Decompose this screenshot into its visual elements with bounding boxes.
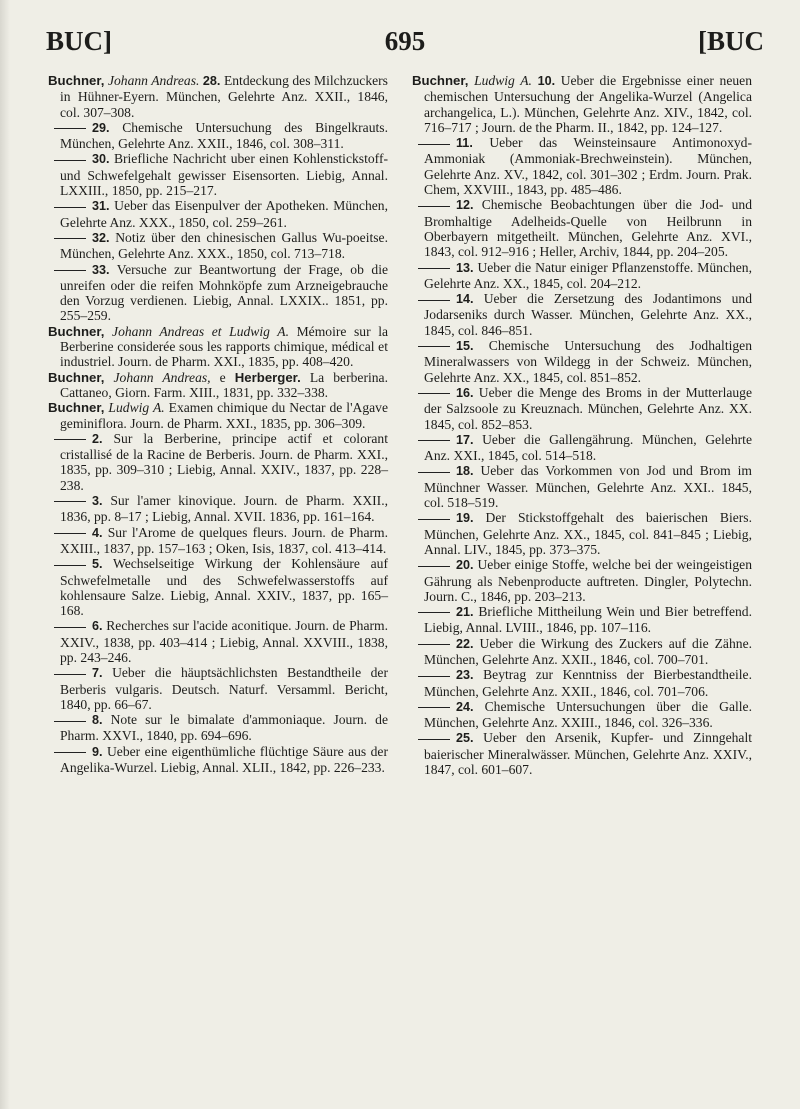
- entry-text: Recherches sur l'acide aconitique. Journ. de Pharm. XXIV., 1838, pp. 403–414 ; Liebig, Annal. XXVIII., 1838, pp. 243–246.: [60, 618, 388, 665]
- entry-text: Versuche zur Beantwortung der Frage, ob die unreifen oder die reifen Mohnköpfe zum Arzneigebrauche den Vorzug verdienen. Liebig, Annal. LXXIX.. 1851, pp. 255–259.: [60, 261, 388, 324]
- entry-number: 29.: [92, 120, 110, 135]
- entry-number: 11.: [456, 136, 473, 151]
- entry-number: 10.: [537, 74, 556, 88]
- ditto-dash: [54, 627, 86, 628]
- left-column: [48, 73, 388, 775]
- ditto-dash: [54, 207, 86, 208]
- entry-number: 2.: [92, 431, 103, 446]
- bibliography-entry: [412, 385, 752, 432]
- entry-text: Briefliche Nachricht uber einen Kohlenstickstoff- und Schwefelgehalt gewisser Eisensorten. Liebig, Annal. LXXIII., 1850, pp. 215–217.: [60, 151, 388, 199]
- ditto-dash: [54, 238, 86, 239]
- bibliography-entry: [412, 730, 752, 777]
- entry-text: Sur l'amer kinovique. Journ. de Pharm. XXII., 1836, pp. 8–17 ; Liebig, Annal. XVII. 1836, pp. 161–164.: [60, 493, 388, 525]
- author-surname: Buchner,: [412, 73, 469, 88]
- entry-number: 20.: [456, 558, 474, 573]
- bibliography-entry: [412, 135, 752, 197]
- entry-number: 7.: [92, 666, 103, 681]
- bibliography-entry: [412, 338, 752, 385]
- ditto-dash: [418, 393, 450, 394]
- entry-text: Ueber die Ergebnisse einer neuen chemischen Untersuchung der Angelika-Wurzel (Angelica archangelica, L.). München, Gelehrte Anz. XIV., 1842, col. 716–717 ; Journ. de the Pharm. II., 1842, pp. 124–127.: [424, 73, 753, 135]
- ditto-dash: [418, 206, 450, 207]
- conjunction: e: [219, 369, 226, 385]
- entry-number: 30.: [92, 152, 110, 167]
- entry-text: Briefliche Mittheilung Wein und Bier betreffend. Liebig, Annal. LVIII., 1846, pp. 107–116.: [424, 604, 752, 636]
- bibliography-entry: [412, 432, 752, 464]
- bibliography-entry: [48, 198, 388, 230]
- bibliography-entry: [48, 493, 388, 525]
- bibliography-entry: [48, 556, 388, 618]
- ditto-dash: [54, 160, 86, 161]
- entry-text: La berberina. Cattaneo, Giorn. Farm. XIII., 1831, pp. 332–338.: [60, 369, 388, 400]
- entry-text: Ueber die Zersetzung des Jodantimons und Jodarseniks durch Wasser. München, Gelehrte Anz. XX., 1845, col. 846–851.: [424, 291, 752, 338]
- bibliography-entry: [48, 400, 388, 431]
- ditto-dash: [418, 519, 450, 520]
- bibliography-entry: [48, 262, 388, 324]
- author-forename: Johann Andreas et Ludwig A.: [112, 323, 289, 339]
- bibliography-entry: [48, 151, 388, 198]
- bibliography-entry: [48, 120, 388, 152]
- page-edge-shadow: [0, 0, 10, 1109]
- bibliography-entry: [412, 557, 752, 604]
- ditto-dash: [418, 346, 450, 347]
- ditto-dash: [418, 739, 450, 740]
- entry-number: 19.: [456, 511, 474, 526]
- ditto-dash: [54, 270, 86, 271]
- bibliography-entry: [48, 525, 388, 557]
- ditto-dash: [418, 440, 450, 441]
- entry-text: Note sur le bimalate d'ammoniaque. Journ. de Pharm. XXVI., 1840, pp. 694–696.: [60, 712, 388, 744]
- author-surname: Buchner,: [48, 73, 105, 88]
- entry-text: Sur la Berberine, principe actif et colorant cristallisé de la Racine de Berberis. Journ. de Pharm. XXI., 1835, pp. 309–310 ; Liebig, Annal. XXIV., 1837, pp. 228–238.: [60, 430, 388, 493]
- coauthor-surname: Herberger.: [234, 369, 301, 385]
- entry-number: 17.: [456, 432, 474, 447]
- bibliography-entry: [412, 197, 752, 259]
- bibliography-entry: [412, 463, 752, 510]
- bibliography-entry: [412, 667, 752, 699]
- entry-number: 14.: [456, 292, 474, 307]
- author-surname: Buchner,: [48, 323, 105, 339]
- entry-number: 5.: [92, 557, 103, 572]
- entry-number: 25.: [456, 731, 474, 746]
- entry-text: Chemische Beobachtungen über die Jod- und Bromhaltige Adelheids-Quelle von Heilbrunn in Oberbayern mitgetheilt. München, Gelehrte Anz. XVI., 1843, col. 912–916 ; Heller, Archiv, 1844, pp. 204–205.: [424, 197, 753, 260]
- entry-text: Mémoire sur la Berberine considerée sous les rapports chimique, médical et industriel. Journ. de Pharm. XXI., 1835, pp. 408–420.: [60, 323, 389, 370]
- ditto-dash: [54, 439, 86, 440]
- ditto-dash: [418, 566, 450, 567]
- bibliography-entry: [412, 510, 752, 557]
- entry-number: 24.: [456, 699, 474, 714]
- entry-number: 6.: [92, 619, 103, 634]
- entry-text: Wechselseitige Wirkung der Kohlensäure auf Schwefelmetalle und des Schwefelwasserstoffs auf kohlensaure Salze. Liebig, Annal. XXIV., 1837, pp. 165–168.: [60, 556, 389, 619]
- bibliography-entry: [48, 431, 388, 493]
- entry-text: Ueber die Wirkung des Zuckers auf die Zähne. München, Gelehrte Anz. XXII., 1846, col. 700–701.: [424, 635, 752, 667]
- entry-number: 8.: [92, 713, 103, 728]
- ditto-dash: [418, 268, 450, 269]
- ditto-dash: [54, 752, 86, 753]
- header-right-guide: [BUC: [698, 26, 764, 56]
- entry-text: Notiz über den chinesischen Gallus Wu-poeitse. München, Gelehrte Anz. XXX., 1850, col. 713–718.: [60, 229, 388, 262]
- entry-number: 13.: [456, 260, 474, 275]
- entry-text: Entdeckung des Milchzuckers in Hühner-Eyern. München, Gelehrte Anz. XXII., 1846, col. 307–308.: [60, 73, 388, 120]
- entry-text: Ueber das Eisenpulver der Apotheken. München, Gelehrte Anz. XXX., 1850, col. 259–261.: [60, 198, 388, 230]
- entry-number: 4.: [92, 525, 103, 540]
- entry-text: Ueber einige Stoffe, welche bei der weingeistigen Gährung als Nebenproducte auftreten. Dingler, Polytechn. Journ. C., 1846, pp. 203–213.: [424, 557, 752, 604]
- ditto-dash: [418, 644, 450, 645]
- entry-text: Examen chimique du Nectar de l'Agave geminiflora. Journ. de Pharm. XXI., 1835, pp. 306–309.: [60, 400, 388, 431]
- entry-number: 22.: [456, 636, 474, 651]
- entry-text: Ueber die Natur einiger Pflanzenstoffe. München, Gelehrte Anz. XX., 1845, col. 204–212.: [424, 259, 752, 291]
- entry-text: Chemische Untersuchung des Jodhaltigen Mineralwassers von Wildegg in der Schweiz. München, Gelehrte Anz. XX., 1845, col. 851–852.: [424, 338, 752, 385]
- right-column: [412, 73, 752, 777]
- author-forename: Ludwig A.: [108, 400, 165, 416]
- ditto-dash: [418, 707, 450, 708]
- entry-number: 32.: [92, 230, 110, 245]
- ditto-dash: [54, 721, 86, 722]
- ditto-dash: [418, 612, 450, 613]
- entry-number: 15.: [456, 339, 474, 354]
- entry-text: Ueber das Vorkommen von Jod und Brom im Münchner Wasser. München, Gelehrte Anz. XXI.. 1845, col. 518–519.: [424, 463, 752, 511]
- entry-text: Chemische Untersuchung des Bingelkrauts. München, Gelehrte Anz. XXII., 1846, col. 308–311.: [60, 119, 388, 152]
- ditto-dash: [418, 144, 450, 145]
- bibliography-entry: [412, 73, 752, 135]
- bibliography-entry: [412, 699, 752, 731]
- ditto-dash: [54, 501, 86, 502]
- ditto-dash: [418, 472, 450, 473]
- entry-number: 28.: [202, 74, 221, 88]
- entry-number: 18.: [456, 464, 474, 479]
- ditto-dash: [54, 533, 86, 534]
- entry-number: 16.: [456, 385, 474, 400]
- header-left-guide: BUC]: [46, 26, 112, 56]
- entry-number: 33.: [92, 262, 110, 277]
- ditto-dash: [418, 300, 450, 301]
- bibliography-entry: [48, 712, 388, 744]
- entry-text: Ueber die Menge des Broms in der Mutterlauge der Salzsoole zu Kreuznach. München, Gelehrte Anz. XX. 1845, col. 852–853.: [424, 384, 753, 432]
- page-header: [46, 26, 764, 66]
- author-forename: Ludwig A.: [474, 73, 532, 88]
- author-surname: Buchner,: [48, 400, 105, 416]
- page-number: 695: [384, 26, 426, 56]
- entry-number: 9.: [92, 744, 103, 759]
- bibliography-entry: [48, 744, 388, 776]
- ditto-dash: [54, 128, 86, 129]
- bibliography-entry: [48, 665, 388, 712]
- bibliography-entry: [48, 73, 388, 120]
- bibliography-entry: [48, 230, 388, 262]
- bibliography-entry: [48, 370, 388, 401]
- ditto-dash: [54, 674, 86, 675]
- bibliography-entry: [412, 260, 752, 292]
- bibliography-entry: [412, 291, 752, 338]
- entry-number: 31.: [92, 199, 110, 214]
- entry-text: Der Stickstoffgehalt des baierischen Biers. München, Gelehrte Anz. XX., 1845, col. 841–845 ; Liebig, Annal. LIV., 1845, pp. 373–375.: [424, 510, 752, 557]
- bibliography-entry: [412, 604, 752, 636]
- entry-text: Ueber den Arsenik, Kupfer- und Zinngehalt baierischer Mineralwässer. München, Gelehrte Anz. XXIV., 1847, col. 601–607.: [424, 730, 752, 778]
- author-surname: Buchner,: [48, 369, 105, 385]
- entry-text: Ueber eine eigenthümliche flüchtige Säure aus der Angelika-Wurzel. Liebig, Annal. XLII., 1842, pp. 226–233.: [60, 743, 388, 776]
- entry-text: Ueber die häuptsächlichsten Bestandtheile der Berberis vulgaris. Deutsch. Naturf. Versamml. Bericht, 1840, pp. 66–67.: [60, 665, 388, 712]
- entry-text: Ueber die Gallengährung. München, Gelehrte Anz. XXI., 1845, col. 514–518.: [424, 431, 752, 464]
- author-forename: Johann Andreas,: [113, 369, 211, 385]
- bibliography-entry: [48, 618, 388, 665]
- author-forename: Johann Andreas.: [107, 73, 200, 88]
- entry-text: Chemische Untersuchungen über die Galle. München, Gelehrte Anz. XXIII., 1846, col. 326–336.: [424, 698, 752, 731]
- entry-number: 21.: [456, 605, 474, 620]
- entry-text: Beytrag zur Kenntniss der Bierbestandtheile. München, Gelehrte Anz. XXII., 1846, col. 701–706.: [424, 667, 752, 699]
- bibliography-entry: [412, 636, 752, 668]
- ditto-dash: [418, 676, 450, 677]
- ditto-dash: [54, 565, 86, 566]
- entry-number: 3.: [92, 494, 103, 509]
- entry-text: Ueber das Weinsteinsaure Antimonoxyd-Ammoniak (Ammoniak-Brechweinstein). München, Gelehrte Anz. XV., 1842, col. 301–302 ; Erdm. Journ. Prak. Chem, XXVIII., 1843, pp. 485–486.: [424, 135, 752, 198]
- entry-number: 23.: [456, 668, 474, 683]
- entry-text: Sur l'Arome de quelques fleurs. Journ. de Pharm. XXIII., 1837, pp. 157–163 ; Oken, Isis, 1837, col. 413–414.: [60, 524, 388, 556]
- bibliography-entry: [48, 324, 388, 370]
- entry-number: 12.: [456, 198, 474, 213]
